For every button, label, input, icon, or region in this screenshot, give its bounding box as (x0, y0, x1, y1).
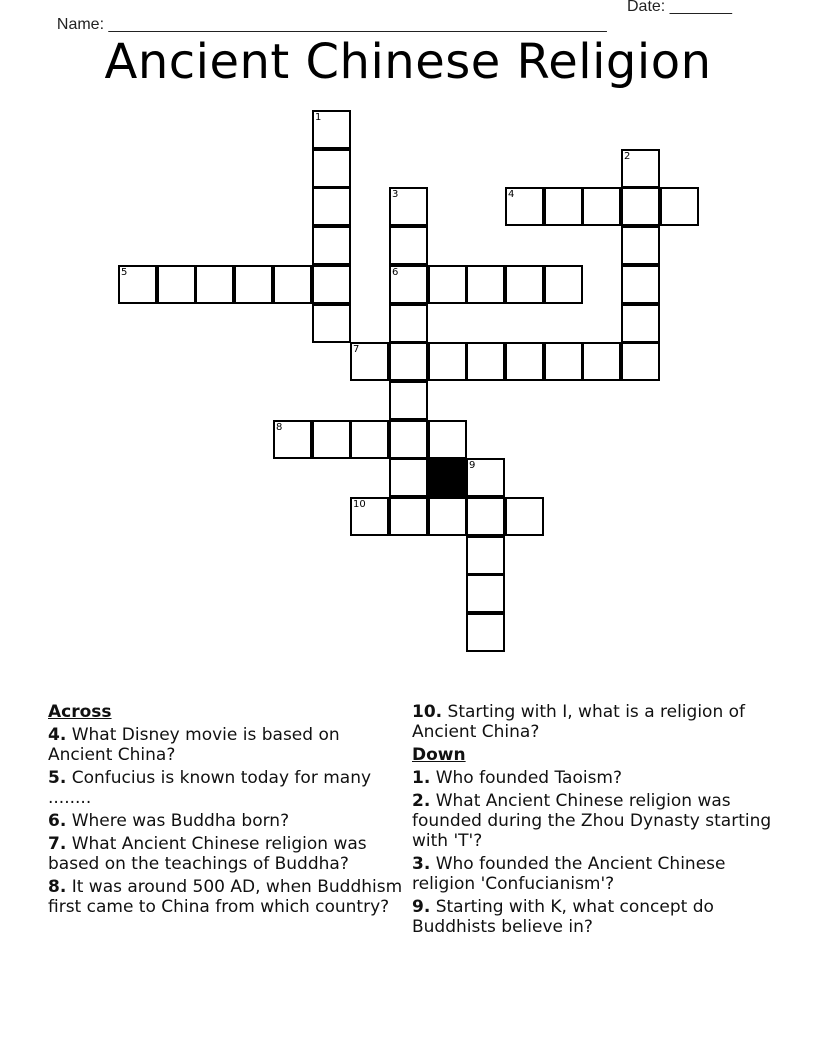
grid-cell[interactable] (312, 265, 351, 304)
grid-cell[interactable] (505, 497, 544, 536)
grid-cell[interactable] (466, 265, 505, 304)
clue-text: Confucius is known today for many ........ (48, 768, 372, 808)
clue-number-label: 2 (624, 151, 631, 162)
grid-cell[interactable] (544, 187, 583, 226)
clue-number-label: 4 (508, 189, 515, 200)
grid-cell[interactable] (350, 420, 389, 459)
across-clue (48, 811, 408, 831)
clue-text: What Ancient Chinese religion was founded during the Zhou Dynasty starting with 'T'? (412, 791, 772, 851)
clue-number: 2. (412, 791, 431, 811)
grid-cell[interactable] (466, 458, 505, 497)
clue-number: 9. (412, 897, 431, 917)
grid-cell[interactable] (505, 342, 544, 381)
clue-number-label: 5 (121, 267, 128, 278)
clue-number: 6. (48, 811, 67, 831)
clue-number: 7. (48, 834, 67, 854)
grid-cell[interactable] (234, 265, 273, 304)
grid-cell[interactable] (389, 226, 428, 265)
grid-cell[interactable] (195, 265, 234, 304)
grid-cell[interactable] (505, 187, 544, 226)
down-clue (412, 768, 772, 788)
grid-cell[interactable] (350, 497, 389, 536)
grid-cell[interactable] (389, 420, 428, 459)
clue-number: 8. (48, 877, 67, 897)
down-clue (412, 897, 772, 937)
down-clue (412, 854, 772, 894)
down-clue (412, 791, 772, 851)
clue-number: 5. (48, 768, 67, 788)
grid-cell[interactable] (389, 187, 428, 226)
grid-cell[interactable] (312, 149, 351, 188)
across-clue (412, 702, 772, 742)
across-clue (48, 725, 408, 765)
grid-cell[interactable] (273, 420, 312, 459)
clue-number-label: 3 (392, 189, 399, 200)
clue-text: Starting with K, what concept do Buddhists believe in? (412, 897, 714, 937)
grid-cell[interactable] (621, 226, 660, 265)
clue-number-label: 9 (469, 460, 476, 471)
grid-cell[interactable] (312, 420, 351, 459)
clues-column-right (412, 702, 772, 940)
grid-cell[interactable] (389, 381, 428, 420)
grid-cell[interactable] (544, 265, 583, 304)
clue-number-label: 1 (315, 112, 322, 123)
down-heading: Down (412, 745, 466, 765)
grid-cell[interactable] (312, 226, 351, 265)
across-heading: Across (48, 702, 112, 722)
across-clue (48, 768, 408, 808)
page-title: Ancient Chinese Religion (104, 34, 712, 90)
grid-cell[interactable] (389, 497, 428, 536)
clue-text: It was around 500 AD, when Buddhism first came to China from which country? (48, 877, 403, 917)
grid-cell[interactable] (582, 342, 621, 381)
grid-cell[interactable] (312, 304, 351, 343)
clue-text: Where was Buddha born? (66, 811, 290, 831)
clue-number-label: 7 (353, 344, 360, 355)
grid-cell[interactable] (466, 497, 505, 536)
grid-cell[interactable] (621, 342, 660, 381)
name-field[interactable]: Name: ________________________________________________________ (56, 16, 607, 33)
clue-text: What Ancient Chinese religion was based on the teachings of Buddha? (48, 834, 367, 874)
grid-cell[interactable] (621, 149, 660, 188)
grid-cell[interactable] (428, 265, 467, 304)
grid-cell[interactable] (118, 265, 157, 304)
grid-cell[interactable] (312, 187, 351, 226)
grid-cell[interactable] (660, 187, 699, 226)
grid-cell[interactable] (466, 536, 505, 575)
grid-cell[interactable] (428, 420, 467, 459)
clue-number-label: 10 (353, 499, 366, 510)
grid-cell[interactable] (389, 342, 428, 381)
grid-cell[interactable] (273, 265, 312, 304)
clue-text: Starting with I, what is a religion of Ancient China? (412, 702, 746, 742)
clue-number: 10. (412, 702, 443, 722)
grid-cell[interactable] (544, 342, 583, 381)
grid-cell[interactable] (389, 304, 428, 343)
grid-cell[interactable] (582, 187, 621, 226)
clue-number: 3. (412, 854, 431, 874)
clue-number: 4. (48, 725, 67, 745)
across-clue (48, 877, 408, 917)
clue-text: Who founded the Ancient Chinese religion 'Confucianism'? (412, 854, 726, 894)
clue-number-label: 8 (276, 422, 283, 433)
date-field[interactable]: Date: _______ (627, 0, 732, 15)
grid-cell[interactable] (312, 110, 351, 149)
clue-number-label: 6 (392, 267, 399, 278)
clues-column-left (48, 702, 408, 920)
grid-cell[interactable] (428, 342, 467, 381)
grid-cell[interactable] (157, 265, 196, 304)
clue-text: Who founded Taoism? (430, 768, 623, 788)
grid-cell[interactable] (505, 265, 544, 304)
grid-cell[interactable] (621, 265, 660, 304)
grid-cell[interactable] (621, 304, 660, 343)
clue-text: What Disney movie is based on Ancient China? (48, 725, 340, 765)
grid-cell[interactable] (466, 613, 505, 652)
grid-cell[interactable] (466, 574, 505, 613)
grid-cell[interactable] (428, 458, 467, 497)
across-clue (48, 834, 408, 874)
grid-cell[interactable] (621, 187, 660, 226)
clue-number: 1. (412, 768, 431, 788)
grid-cell[interactable] (428, 497, 467, 536)
grid-cell[interactable] (466, 342, 505, 381)
grid-cell[interactable] (389, 265, 428, 304)
grid-cell[interactable] (389, 458, 428, 497)
grid-cell[interactable] (350, 342, 389, 381)
